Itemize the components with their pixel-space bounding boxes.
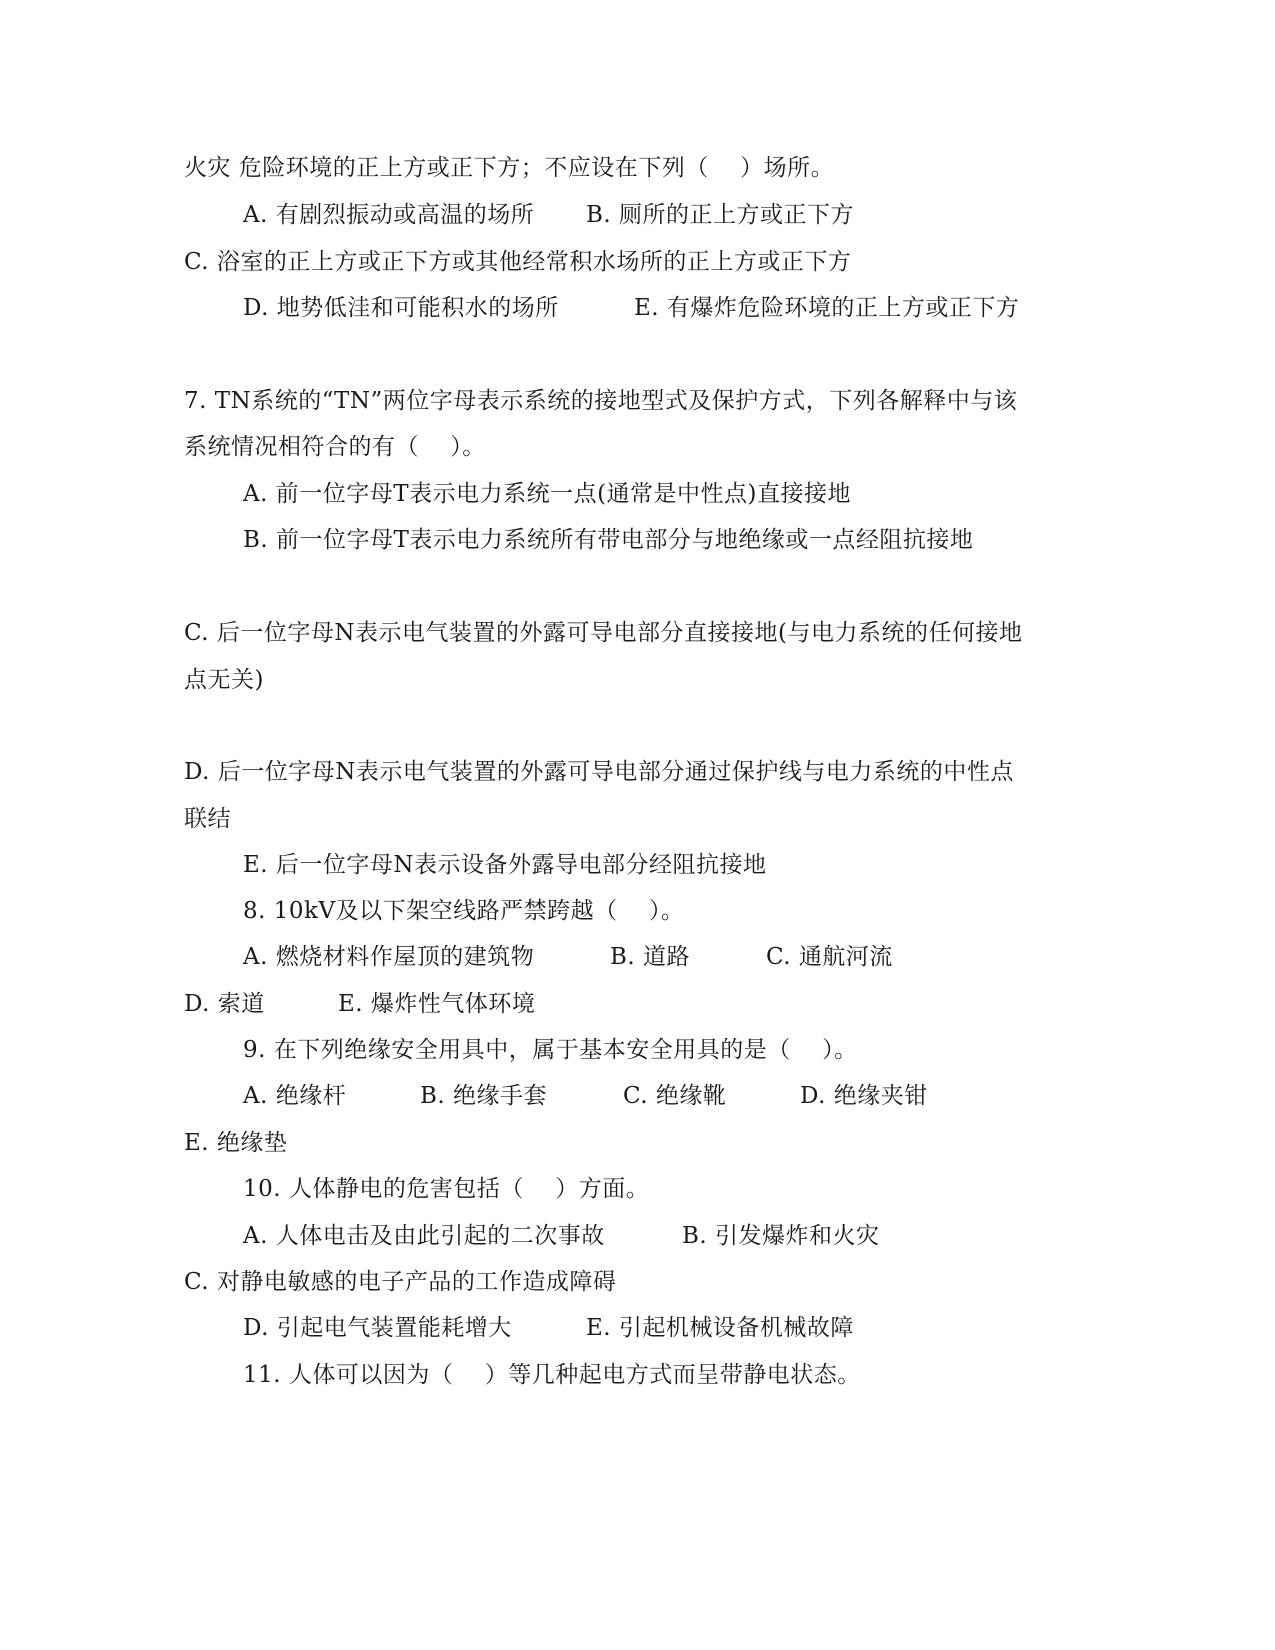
option-d: D. 后一位字母N表示电气装置的外露可导电部分通过保护线与电力系统的中性点	[184, 759, 1014, 785]
option-d-cont: 联结	[184, 806, 231, 832]
option-a: A. 前一位字母T表示电力系统一点(通常是中性点)直接接地	[243, 481, 852, 507]
text-line: 火灾 危险环境的正上方或正下方；不应设在下列（ ）场所。	[184, 155, 835, 181]
option-a: A. 燃烧材料作屋顶的建筑物	[243, 944, 535, 970]
option-e: E. 绝缘垫	[184, 1130, 288, 1156]
question-7: 7. TN系统的“TN”两位字母表示系统的接地型式及保护方式，下列各解释中与该	[184, 388, 1018, 414]
option-b: B. 厕所的正上方或正下方	[586, 202, 855, 228]
option-d: D. 地势低洼和可能积水的场所	[243, 295, 559, 321]
option-d: D. 索道	[184, 991, 265, 1017]
option-e: E. 后一位字母N表示设备外露导电部分经阻抗接地	[243, 852, 767, 878]
option-e: E. 有爆炸危险环境的正上方或正下方	[634, 295, 1020, 321]
option-c: C. 通航河流	[766, 944, 893, 970]
option-e: E. 爆炸性气体环境	[338, 991, 536, 1017]
option-b: B. 绝缘手套	[420, 1083, 548, 1109]
question-8: 8. 10kV及以下架空线路严禁跨越（ ）。	[243, 898, 685, 924]
option-b: B. 前一位字母T表示电力系统所有带电部分与地绝缘或一点经阻抗接地	[243, 527, 974, 553]
option-a: A. 有剧烈振动或高温的场所	[243, 202, 535, 228]
option-e: E. 引起机械设备机械故障	[586, 1315, 854, 1341]
option-a: A. 绝缘杆	[243, 1083, 347, 1109]
option-d: D. 引起电气装置能耗增大	[243, 1315, 512, 1341]
option-c: C. 对静电敏感的电子产品的工作造成障碍	[184, 1269, 617, 1295]
option-c: C. 绝缘靴	[623, 1083, 727, 1109]
question-7-cont: 系统情况相符合的有（ ）。	[184, 434, 486, 460]
option-c-cont: 点无关)	[184, 667, 264, 693]
question-9: 9. 在下列绝缘安全用具中，属于基本安全用具的是（ ）。	[243, 1037, 858, 1063]
option-d: D. 绝缘夹钳	[800, 1083, 928, 1109]
option-c: C. 后一位字母N表示电气装置的外露可导电部分直接接地(与电力系统的任何接地	[184, 620, 1023, 646]
question-10: 10. 人体静电的危害包括（ ）方面。	[243, 1176, 650, 1202]
option-c: C. 浴室的正上方或正下方或其他经常积水场所的正上方或正下方	[184, 249, 852, 275]
option-a: A. 人体电击及由此引起的二次事故	[243, 1223, 605, 1249]
option-b: B. 道路	[610, 944, 691, 970]
question-11: 11. 人体可以因为（ ）等几种起电方式而呈带静电状态。	[243, 1362, 861, 1388]
option-b: B. 引发爆炸和火灾	[682, 1223, 880, 1249]
